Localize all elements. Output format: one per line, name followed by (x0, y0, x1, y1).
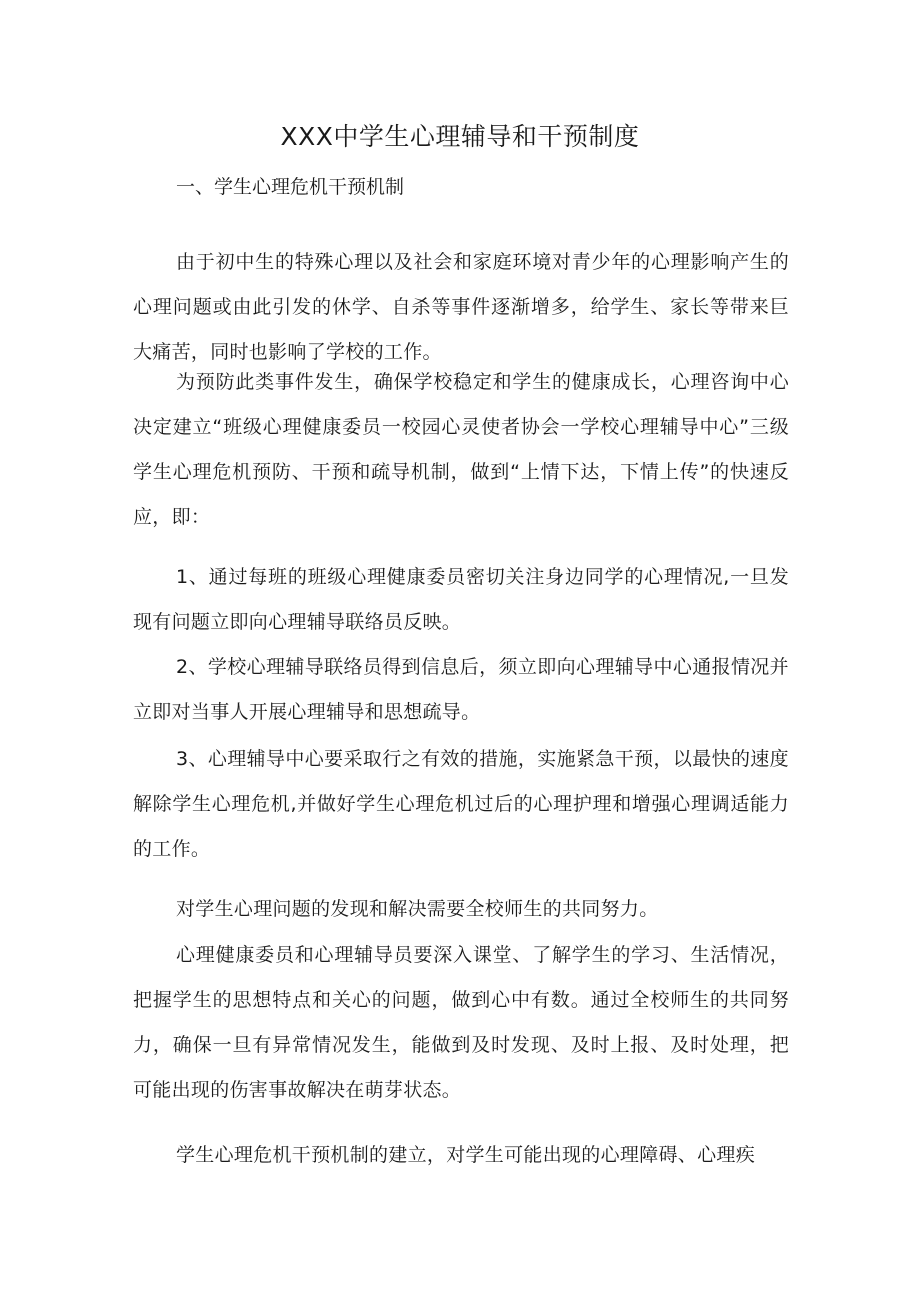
document-title: XXX中学生心理辅导和干预制度 (280, 122, 640, 151)
paragraph: 2、学校心理辅导联络员得到信息后，须立即向心理辅导中心通报情况并立即对当事人开展心理辅导和思想疏导。 (133, 656, 789, 723)
paragraph: 学生心理危机干预机制的建立，对学生可能出现的心理障碍、心理疾 (176, 1144, 756, 1166)
paragraph: 为预防此类事件发生，确保学校稳定和学生的健康成长，心理咨询中心决定建立“班级心理健康委员一校园心灵使者协会一学校心理辅导中心”三级学生心理危机预防、干预和疏导机制，做到“上情下达，下情上传”的快速反应，即： (133, 371, 789, 528)
paragraph: 3、心理辅导中心要采取行之有效的措施，实施紧急干预，以最快的速度解除学生心理危机,并做好学生心理危机过后的心理护理和增强心理调适能力的工作。 (133, 748, 789, 860)
paragraph: 对学生心理问题的发现和解决需要全校师生的共同努力。 (176, 898, 659, 920)
section-heading: 一、学生心理危机干预机制 (176, 176, 405, 198)
paragraph: 由于初中生的特殊心理以及社会和家庭环境对青少年的心理影响产生的心理问题或由此引发的休学、自杀等事件逐渐增多，给学生、家长等带来巨大痛苦，同时也影响了学校的工作。 (133, 251, 789, 363)
paragraph: 心理健康委员和心理辅导员要深入课堂、了解学生的学习、生活情况，把握学生的思想特点和关心的问题，做到心中有数。通过全校师生的共同努力，确保一旦有异常情况发生，能做到及时发现、及时上报、及时处理，把可能出现的伤害事故解决在萌芽状态。 (133, 944, 789, 1101)
paragraph: 1、通过每班的班级心理健康委员密切关注身边同学的心理情况,一旦发现有问题立即向心理辅导联络员反映。 (133, 566, 789, 633)
